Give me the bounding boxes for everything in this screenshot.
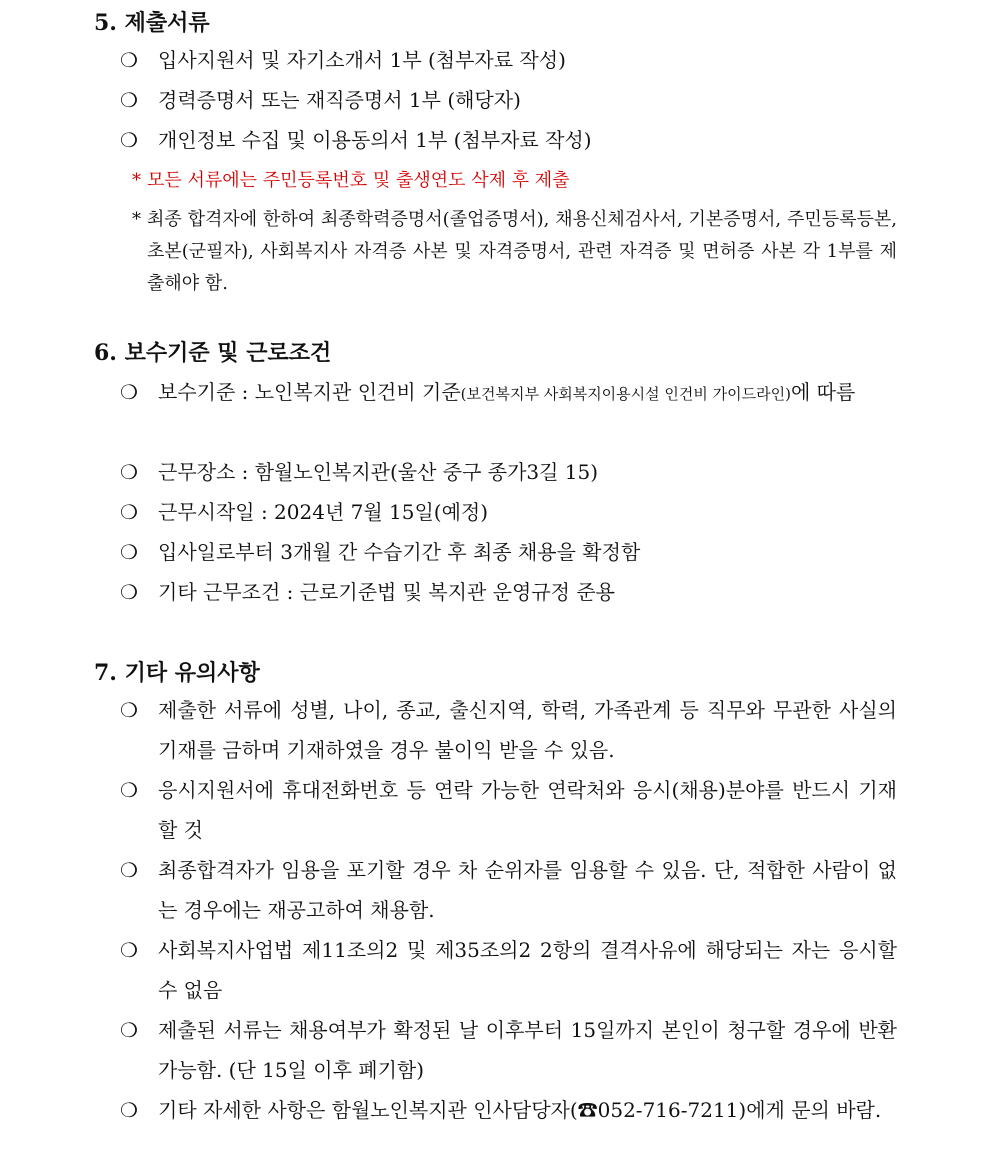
bullet-icon: ❍ xyxy=(120,698,138,722)
bullet-icon: ❍ xyxy=(120,1098,138,1122)
section-7-title: 7. 기타 유의사항 xyxy=(94,660,260,686)
list-item: ❍ 제출한 서류에 성별, 나이, 종교, 출신지역, 학력, 가족관계 등 직무와 무관한 사실의 기재를 금하며 기재하였을 경우 불이익 받을 수 있음. xyxy=(120,690,897,770)
section-5-title: 5. 제출서류 xyxy=(94,10,210,36)
list-item: ❍ 근무시작일 : 2024년 7월 15일(예정) xyxy=(120,492,897,532)
bullet-icon: ❍ xyxy=(120,938,138,962)
asterisk-icon: * xyxy=(132,209,141,230)
list-item: ❍ 보수기준 : 노인복지관 인건비 기준(보건복지부 사회복지이용시설 인건비 가이드라인)에 따름 xyxy=(120,372,897,414)
note: * 최종 합격자에 한하여 최종학력증명서(졸업증명서), 채용신체검사서, 기본증명서, 주민등록등본, 초본(군필자), 사회복지사 자격증 사본 및 자격증명서, 관련 자격증 및 면허증 사본 각 1부를 제출해야 함. xyxy=(132,204,897,300)
list-item: ❍ 경력증명서 또는 재직증명서 1부 (해당자) xyxy=(120,80,897,120)
bullet-icon: ❍ xyxy=(120,540,138,564)
list-item: ❍ 사회복지사업법 제11조의2 및 제35조의2 2항의 결격사유에 해당되는 자는 응시할 수 없음 xyxy=(120,930,897,1010)
list-item: ❍ 제출된 서류는 채용여부가 확정된 날 이후부터 15일까지 본인이 청구할 경우에 반환 가능함. (단 15일 이후 폐기함) xyxy=(120,1010,897,1090)
bullet-icon: ❍ xyxy=(120,778,138,802)
section-6-title: 6. 보수기준 및 근로조건 xyxy=(94,340,332,366)
bullet-icon: ❍ xyxy=(120,460,138,484)
bullet-icon: ❍ xyxy=(120,858,138,882)
list-item: ❍ 응시지원서에 휴대전화번호 등 연락 가능한 연락처와 응시(채용)분야를 반드시 기재 할 것 xyxy=(120,770,897,850)
bullet-icon: ❍ xyxy=(120,48,138,72)
list-item: ❍ 입사일로부터 3개월 간 수습기간 후 최종 채용을 확정함 xyxy=(120,532,897,572)
bullet-icon: ❍ xyxy=(120,580,138,604)
note-red: * 모든 서류에는 주민등록번호 및 출생연도 삭제 후 제출 xyxy=(132,165,897,197)
list-item: ❍ 입사지원서 및 자기소개서 1부 (첨부자료 작성) xyxy=(120,40,897,80)
bullet-icon: ❍ xyxy=(120,1018,138,1042)
list-item: ❍ 기타 근무조건 : 근로기준법 및 복지관 운영규정 준용 xyxy=(120,572,897,612)
list-item: ❍ 기타 자세한 사항은 함월노인복지관 인사담당자(☎052-716-7211)에게 문의 바람. xyxy=(120,1090,897,1130)
bullet-icon: ❍ xyxy=(120,380,138,404)
bullet-icon: ❍ xyxy=(120,88,138,112)
bullet-icon: ❍ xyxy=(120,500,138,524)
list-item: ❍ 개인정보 수집 및 이용동의서 1부 (첨부자료 작성) xyxy=(120,120,897,160)
list-item: ❍ 근무장소 : 함월노인복지관(울산 중구 종가3길 15) xyxy=(120,452,897,492)
list-item: ❍ 최종합격자가 임용을 포기할 경우 차 순위자를 임용할 수 있음. 단, 적합한 사람이 없는 경우에는 재공고하여 채용함. xyxy=(120,850,897,930)
asterisk-icon: * xyxy=(132,170,141,191)
bullet-icon: ❍ xyxy=(120,128,138,152)
